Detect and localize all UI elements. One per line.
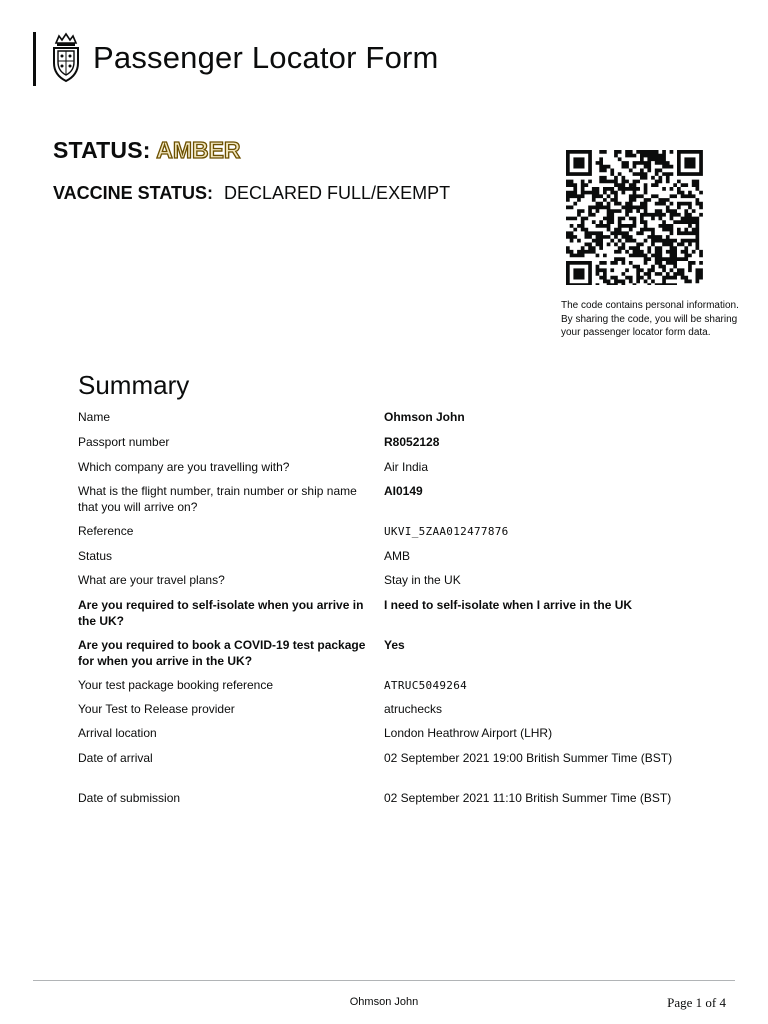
summary-row-label: What are your travel plans? [78,573,225,587]
summary-row-value: UKVI_5ZAA012477876 [384,525,509,538]
page-title: Passenger Locator Form [93,40,439,75]
page-number: Page 1 of 4 [667,995,726,1010]
status-line [53,137,241,164]
vaccine-status-label: VACCINE STATUS: [53,183,213,203]
summary-row-value: London Heathrow Airport (LHR) [384,726,553,740]
summary-row-value: AI0149 [384,484,423,498]
summary-row-label: Your Test to Release provider [78,702,235,716]
summary-row-label: Arrival location [78,726,157,740]
header-divider [33,32,36,86]
qr-code [559,147,708,285]
page-header [0,0,768,100]
summary-row-label: Date of submission [78,791,181,805]
footer-passenger-name: Ohmson John [349,996,419,1008]
summary-row-value: 02 September 2021 19:00 British Summer Time (BST) [384,751,673,765]
summary-row-value: R8052128 [384,435,440,449]
summary-row-label: Which company are you travelling with? [78,460,290,474]
summary-row-value: ATRUC5049264 [384,679,468,692]
status-value: AMBER [156,137,241,163]
summary-row-label: Reference [78,524,134,538]
summary-row-label: Your test package booking reference [78,678,274,692]
summary-row-value: AMB [384,549,411,563]
status-label: STATUS: [53,137,151,163]
summary-row-value: I need to self-isolate when I arrive in the UK [384,598,633,612]
summary-row-label: Name [78,410,111,424]
royal-coat-of-arms-icon [48,31,84,85]
summary-row-value: atruchecks [384,702,443,716]
summary-row-label: Are you required to self-isolate when you arrive in the UK? [78,598,364,628]
summary-row-value: Air India [384,460,429,474]
summary-row-label: Status [78,549,113,563]
summary-row-label: What is the flight number, train number or ship name that you will arrive on? [78,484,357,514]
summary-row-value: Stay in the UK [384,573,461,587]
footer-divider [33,980,735,981]
summary-row-value: Yes [384,638,405,652]
summary-row-value: Ohmson John [384,410,465,424]
vaccine-status-line [53,183,450,204]
summary-row-label: Are you required to book a COVID-19 test package for when you arrive in the UK? [78,638,366,668]
qr-code-note: The code contains personal information. By sharing the code, you will be sharing your passenger locator form data. [561,300,739,338]
summary-row-value: 02 September 2021 11:10 British Summer Time (BST) [384,791,672,805]
vaccine-status-value: DECLARED FULL/EXEMPT [224,183,451,203]
summary-row-label: Passport number [78,435,170,449]
summary-row-label: Date of arrival [78,751,153,765]
summary-heading: Summary [78,370,190,400]
